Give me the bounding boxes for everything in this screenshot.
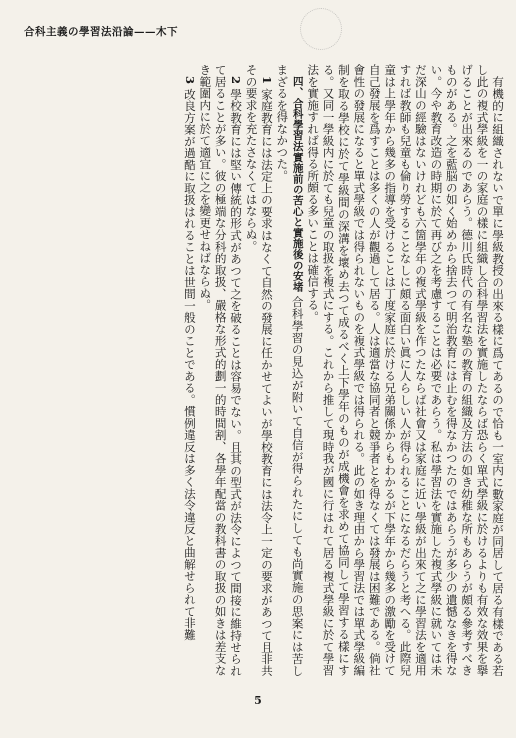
section-heading-paragraph [274, 64, 305, 676]
running-head: 合科主義の學習法沿論——木下 [24, 26, 178, 38]
list-item-text: 學校教育には堅い傳統的形式があつて之を破ることは容易でない。且其の型式が法令によつて間接に維持せられて居ることが多い。彼の極端な分科的取扱、嚴格な形式的劃一的時間割、各學年配當の教科書の取扱の如きは差支なき範圍内に於て適宜に之を變更せねばならぬ。 [198, 64, 244, 676]
list-item-number: 2 [229, 75, 244, 84]
section-heading: 四、合科學習法實施前の苦心と實施後の安堵 [291, 75, 304, 292]
list-item [243, 64, 274, 676]
list-item [181, 64, 196, 676]
list-item-number: 1 [259, 75, 274, 84]
section-heading-text: 合科學習の見込が附いて自信が得られたにしても尚實施の思案には苦しまざるを得なかつた。 [275, 64, 305, 676]
list-item [197, 64, 243, 676]
paragraph: 有機的に組織されないで單に學級教授の出來る樣に爲てあるので恰も一室内に數家庭が同居して居る有樣である若し此の複式學級を一の家庭の樣に組織し合科學習法を實施したならば恐らく單式學級に於けるよりも有效な效果を擧げることが出來るのであらう。德川氏時代の有名な塾の教育の組織及方法の如き幼稚な所もあらうが頗る參考すべきものがある。之を藍脳の如く始めから捨去つて明治教育には止むを得なかつたのではあらうが多少の遺憾なきを得ない。今や教育改造の時期に於て再び之を考慮することは必要であらう。私は學習法を實施した複式學級に就いては未だ深山の經驗はないけれども六箇學年の複式學級を作つたならば社會又は家庭に近い學級が出來て之に學習法を適用すれば教師も兒童も倫り勞することなしに頗る面白い眞に人らしい人が得られることになるだらうと考へる。此際兒童は上學年から幾多の指導を受けることは丁度家庭に於ける兄弟關係からもわかるが下學年から幾多の激勵を受けて自己發展を爲すことは多くの人が觀過して居る。人は適當な協同者と競爭者とを得なくては發展は困難である。倘社會性の發展になると單式學級では得られないものを複式學級では得られる。此の如き理由から學習法では單式學級編制を取る學校に於て學級間の深溝を壞め去つて成るべく上下學年のものが成機會を求めて協同して學習する樣にする。又同一學級内に於ても兒童の取扱を複式にする。これから推して現時我が國に行はれて居る複式學級に於て學習法を實施すれば得る所頗る多いことは確信する。 [306, 64, 505, 676]
body-text [27, 64, 505, 676]
page-number: 5 [254, 694, 262, 707]
list-item-text: 改良方案が過酷に取扱はれることは世間一般のことである。慣例違反は多く法令違反と曲解せられて非難 [182, 87, 197, 640]
list-item-text: 家庭教育には法定上の要求はなくて自然の發展に任かせてよいが學校教育には法令上一定の要求があつて且非共その要求を充たさなくてはならぬ。 [244, 64, 274, 676]
list-item-number: 3 [182, 75, 197, 84]
faint-stamp-mark [300, 8, 342, 50]
